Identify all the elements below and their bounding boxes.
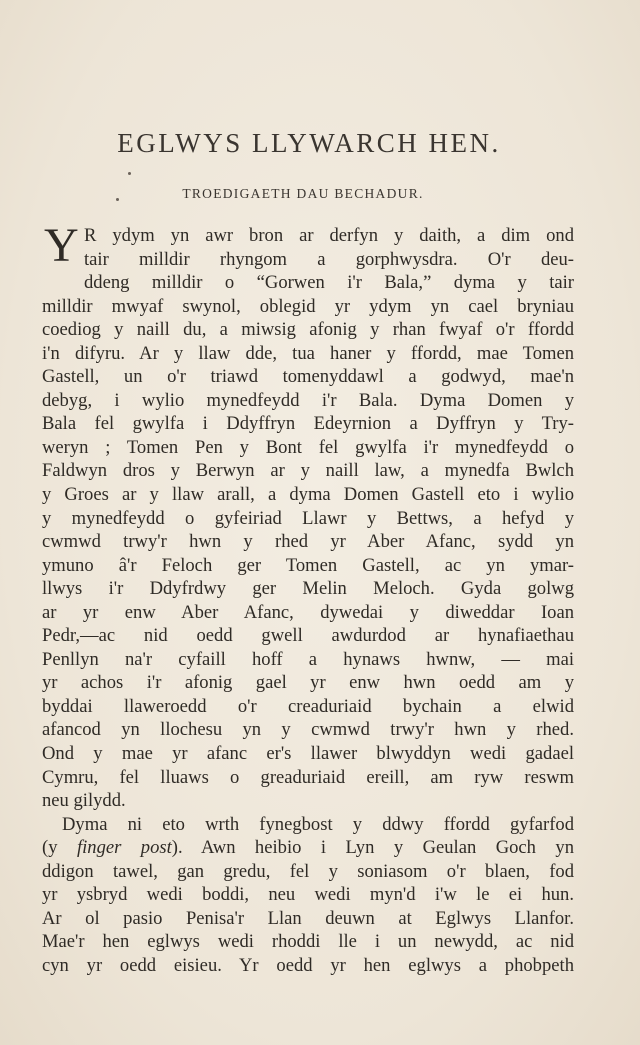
text-line-with-italic [42,836,574,860]
body-text [42,219,575,978]
text-line: Pedr,—ac nid oedd gwell awdurdod ar hynafiaethau [42,625,574,647]
text-line: y Groes ar y llaw arall, a dyma Domen Gastell eto i wylio [42,484,574,506]
text-line: coediog y naill du, a miwsig afonig y rhan fwyaf o'r ffordd [42,319,574,341]
text-line: Mae'r hen eglwys wedi rhoddi lle i un newydd, ac nid [42,931,574,953]
text-run: ). Awn heibio i Lyn y Geulan Goch yn [171,837,575,859]
text-line: tair milldir rhyngom a gorphwysdra. O'r deu- [84,248,574,270]
text-line: afancod yn llochesu yn y cwmwd trwy'r hwn y rhed. [42,719,574,741]
drop-cap: Y [44,219,79,272]
text-line: i'n difyru. Ar y llaw dde, tua haner y ffordd, mae Tomen [42,342,574,364]
text-line: Penllyn na'r cyfaill hoff a hynaws hwnw, — mai [42,648,574,670]
text-line: ymuno â'r Feloch ger Tomen Gastell, ac yn ymar- [42,554,574,576]
ink-speck [128,172,131,175]
text-line: yr achos i'r afonig gael yr enw hwn oedd am y [42,672,574,694]
text-line: milldir mwyaf swynol, oblegid yr ydym yn cael bryniau [42,295,574,317]
text-line: ddeng milldir o “Gorwen i'r Bala,” dyma y tair [84,272,574,294]
text-line: weryn ; Tomen Pen y Bont fel gwylfa i'r mynedfeydd o [42,436,574,458]
text-line: y mynedfeydd o gyfeiriad Llawr y Bettws, a hefyd y [42,507,574,529]
page-title: EGLWYS LLYWARCH HEN. [117,128,501,158]
text-line: ddigon tawel, gan gredu, fel y soniasom o'r blaen, fod [42,860,574,882]
text-line: neu gilydd. [42,790,126,812]
text-line: Faldwyn dros y Berwyn ar y naill law, a mynedfa Bwlch [42,460,574,482]
text-run: (y [42,837,77,859]
text-line: Bala fel gwylfa i Ddyffryn Edeyrnion a Dyffryn y Try- [42,413,574,435]
text-line: cyn yr oedd eisieu. Yr oedd yr hen eglwys a phobpeth [42,954,574,976]
text-line: cwmwd trwy'r hwn y rhed yr Aber Afanc, sydd yn [42,531,574,553]
text-line: Cymru, fel lluaws o greaduriaid ereill, am ryw reswm [42,766,574,788]
text-line: byddai llaweroedd o'r creaduriaid bychain a elwid [42,695,574,717]
text-line: Ond y mae yr afanc er's llawer blwyddyn wedi gadael [42,743,574,765]
text-line: llwys i'r Ddyfrdwy ger Melin Meloch. Gyda golwg [42,578,574,600]
italic-term: finger post [76,837,172,859]
text-line: Gastell, un o'r triawd tomenyddawl a godwyd, mae'n [42,366,574,388]
text-line: ar yr enw Aber Afanc, dywedai y diweddar Ioan [42,601,574,623]
text-line: debyg, i wylio mynedfeydd i'r Bala. Dyma Domen y [42,389,574,411]
text-line: Dyma ni eto wrth fynegbost y ddwy ffordd gyfarfod [62,813,574,835]
text-line: R ydym yn awr bron ar derfyn y daith, a dim ond [84,225,574,246]
text-line: Ar ol pasio Penisa'r Llan deuwn at Eglwys Llanfor. [42,907,574,929]
text-line: yr ysbryd wedi boddi, neu wedi myn'd i'w le ei hun. [42,884,574,906]
page-subtitle: TROEDIGAETH DAU BECHADUR. [182,186,424,201]
